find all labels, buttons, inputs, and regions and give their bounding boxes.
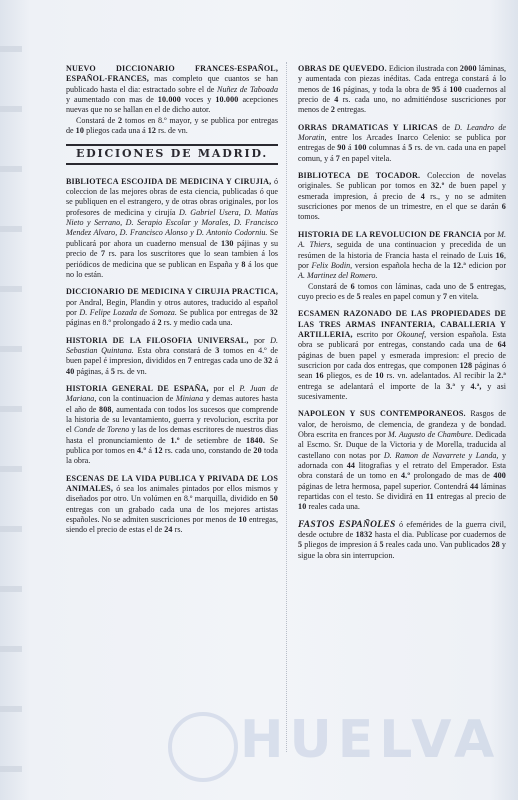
entry-biblioteca-tocador: BIBLIOTECA DE TOCADOR. Coleccion de novelas originales. Se publican por tomos en 32.º de buen papel y esmerada impresion, á precio de 4 rs., y no se admiten suscriciones por menos de un trimestre, en el que se darán 6 tomos. bbox=[298, 171, 507, 222]
entry-title: NUEVO DICCIONARIO FRANCES-ESPAÑOL, ESPAÑOL-FRANCES, bbox=[66, 64, 278, 84]
entry-obras-dramaticas: ORRAS DRAMATICAS Y LIRICAS de D. Leandro de Moratin, entre los Arcades Inarco Celenio: se publica por entregas de 90 á 100 columnas á 5 rs. de vn. cada una en papel comun, y á 7 en papel vitela. bbox=[298, 122, 507, 163]
entry-escenas-animales: ESCENAS DE LA VIDA PUBLICA Y PRIVADA DE LOS ANIMALES, ó sea los animales pintados por ellos mismos y diseñados por otro. Un volúmen en 8.º marquilla, dividido en 50 entregas con un grabado cada una de los mejores artistas españoles. No se admiten suscriciones por menos de 10 entregas, siendo el precio de estas el de 24 rs. bbox=[66, 473, 278, 535]
entry-obras-quevedo: OBRAS DE QUEVEDO. Edicion ilustrada con 2000 láminas, y aumentada con piezas inéditas. Cada entrega constará á lo menos de 16 páginas, y toda la obra de 95 á 100 cuadernos al precio de 4 rs. cada uno, no admitiéndose suscriciones por menos de 2 entregas. bbox=[298, 64, 506, 115]
entry-title: ESCENAS DE LA VIDA PUBLICA Y PRIVADA DE LOS ANIMALES, bbox=[66, 473, 278, 494]
entry-napoleon: NAPOLEON Y SUS CONTEMPORANEOS. Rasgos de valor, de heroismo, de clemencia, de grandeza y de bondad. Obra escrita en frances por M. Augusto de Chambure. Dedicada al Escmo. Sr. Duque de la Victoria y de Morella, traducida al castellano con notas por D. Ramon de Navarrete y Landa, y adornada con 44 litografias y el retrato del Emperador. Esta obra constará de un tomo en 4.º prolongado de mas de 400 páginas de letra hermosa, papel superior. Contendrá 44 láminas repartidas con el testo. Se dividirá en 11 entregas al precio de 10 reales cada una. bbox=[298, 409, 506, 512]
binding-edge bbox=[0, 0, 22, 800]
entry-diccionario-frances: NUEVO DICCIONARIO FRANCES-ESPAÑOL, ESPAÑOL-FRANCES, mas completo que cuantos se han publicado hasta el dia: estractado sobre el de Nuñez de Taboada y aumentado con mas de 10.000 voces y 10.000 acepciones nuevas que no se hallan en el de dicho autor. Constará de 2 tomos en 8.º mayor, y se publica por entregas de 10 pliegos cada una á 12 rs. de vn. bbox=[66, 64, 279, 136]
library-seal-watermark bbox=[168, 712, 238, 782]
entry-historia-filosofia: HISTORIA DE LA FILOSOFIA UNIVERSAL, por D. Sebastian Quintana. Esta obra constará de 3 tomos en 4.º de buen papel é impresion, divididos en 7 entregas cada uno de 32 á 40 páginas, á 5 rs. de vn. bbox=[66, 335, 279, 376]
entry-title: ORRAS DRAMATICAS Y LIRICAS bbox=[298, 122, 438, 132]
entry-title: NAPOLEON Y SUS CONTEMPORANEOS. bbox=[298, 409, 466, 419]
entry-title: FASTOS ESPAÑOLES bbox=[298, 519, 396, 530]
left-column bbox=[66, 64, 278, 543]
entry-title: OBRAS DE QUEVEDO. bbox=[298, 64, 387, 73]
library-watermark: HUELVA bbox=[240, 710, 501, 770]
entry-title: BIBLIOTECA ESCOJIDA DE MEDICINA Y CIRUJIA, bbox=[66, 176, 272, 186]
entry-title: DICCIONARIO DE MEDICINA Y CIRUJIA PRACTICA, bbox=[66, 287, 278, 297]
entry-title: BIBLIOTECA DE TOCADOR. bbox=[298, 171, 421, 181]
entry-diccionario-medicina: DICCIONARIO DE MEDICINA Y CIRUJIA PRACTICA, por Andral, Begin, Plandin y otros autores, traducido al español por D. Felipe Lozada de Somoza. Se publica por entregas de 32 páginas en 8.º prolongado á 2 rs. y medio cada una. bbox=[66, 287, 279, 328]
right-column bbox=[298, 64, 506, 568]
entry-title: HISTORIA DE LA FILOSOFIA UNIVERSAL, bbox=[66, 335, 249, 345]
entry-biblioteca-medicina: BIBLIOTECA ESCOJIDA DE MEDICINA Y CIRUJIA, ó coleccion de las mejores obras de esta ciencia, publicadas ó que se publiquen en el estrangero, y de otras obras originales, por los profesores de medicina y cirujía D. Gabriel Usera, D. Matías Nieto y Serrano, D. Serapio Escolar y Morales, D. Francisco Mendez Alvaro, D. Francisco Alonso y D. Antonio Codorniu. Se publicará por ahora un cuaderno mensual de 130 pájinas y su precio de 7 rs. para los suscritores que lo sean tambien á los periódicos de medicina que se publican en España y 8 á los que no lo están. bbox=[66, 176, 279, 279]
section-banner: EDICIONES DE MADRID. bbox=[66, 144, 278, 164]
entry-fastos-espanoles: FASTOS ESPAÑOLES ó efemérides de la guerra civil, desde octubre de 1832 hasta el dia. Publícase por cuadernos de 5 pliegos de impresion á 5 reales cada uno. Van publicados 28 y sigue la obra sin interrupcion. bbox=[298, 519, 506, 560]
entry-title: HISTORIA GENERAL DE ESPAÑA, bbox=[66, 383, 209, 393]
entry-historia-espana: HISTORIA GENERAL DE ESPAÑA, por el P. Juan de Mariana, con la continuacion de Miniana y demas autores hasta el año de 808, aumentada con todos los sucesos que comprende la historia de su levantamiento, guerra y revolucion, escrita por el Conde de Toreno y las de los demas escritores de nuestros dias hasta el pronunciamiento de 1.º de setiembre de 1840. Se publica por tomos en 4.º á 12 rs. cada uno, constando de 20 toda la obra. bbox=[66, 383, 278, 466]
entry-title: HISTORIA DE LA REVOLUCION DE FRANCIA bbox=[298, 229, 482, 239]
column-divider bbox=[286, 62, 287, 752]
entry-ecsamen-armas: ECSAMEN RAZONADO DE LAS PROPIEDADES DE LAS TRES ARMAS INFANTERIA, CABALLERIA Y ARTILLERIA, escrito por Okounef, version española. Esta obra se publicará por entregas, constando cada una de 64 páginas de buen papel y esmerada impresion: el precio de suscricion por cada dos entregas, que componen 128 páginas ó sean 16 pliegos, es de 10 rs. vn. adelantados. Al recibir la 2.ª entrega se adelantará el importe de la 3.ª y 4.ª, y asi sucesivamente. bbox=[298, 309, 507, 401]
entry-title: ECSAMEN RAZONADO DE LAS PROPIEDADES DE LAS TRES ARMAS INFANTERIA, CABALLERIA Y ARTILLERIA, bbox=[298, 309, 506, 339]
entry-revolucion-francia: HISTORIA DE LA REVOLUCION DE FRANCIA por M. A. Thiers, seguida de una continuacion y precedida de un resúmen de la historia de Francia hasta el reinado de Luis 16, por Felix Bodin, version española hecha de la 12.ª edicion por A. Martinez del Romero. Constará de 6 tomos con láminas, cada uno de 5 entregas, cuyo precio es de 5 reales en papel comun y 7 en vitela. bbox=[298, 229, 507, 301]
